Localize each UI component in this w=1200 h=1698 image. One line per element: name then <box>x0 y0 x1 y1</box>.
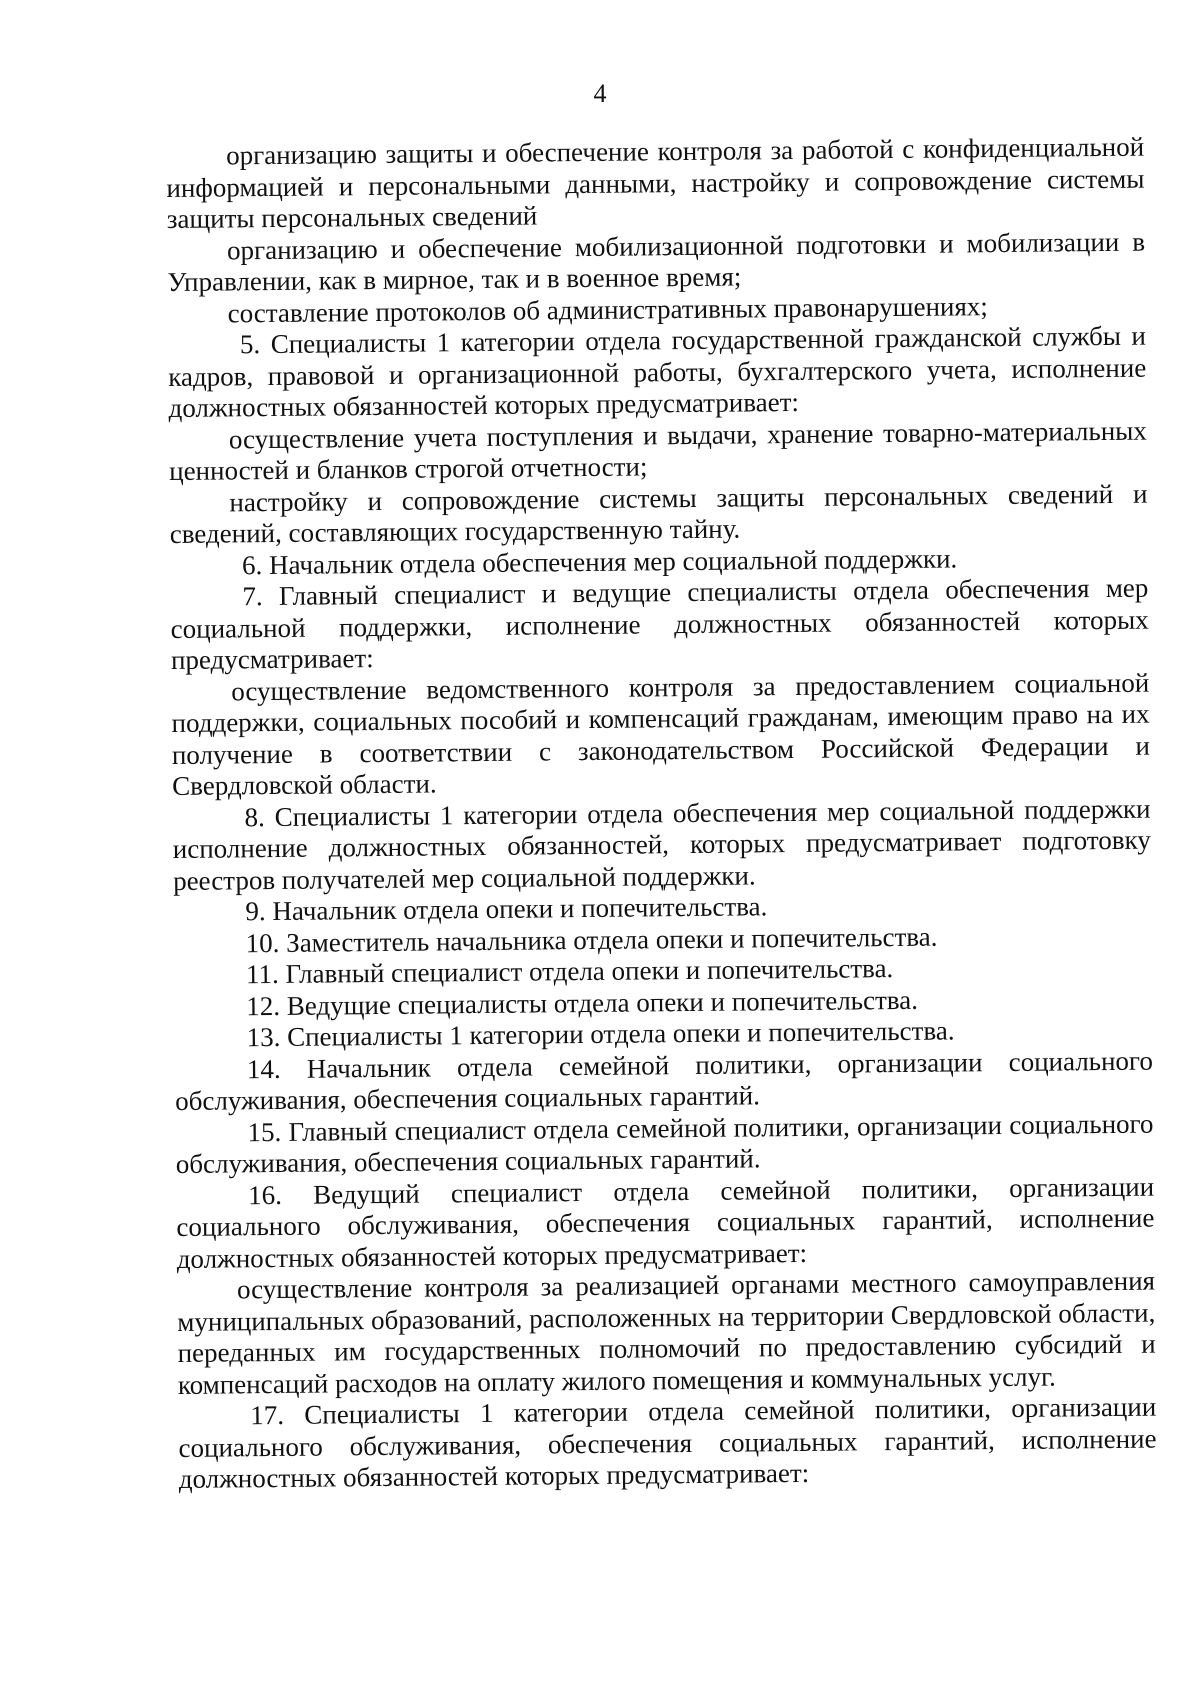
paragraph: осуществление контроля за реализацией органами местного самоуправления муниципальных образований, расположенных на территории Свердловской области, переданных им государственных полномочий по предоставлению субсидий и компенсаций расходов на оплату жилого помещения и коммунальных услуг. <box>177 1265 1156 1400</box>
list-item: 15. Главный специалист отдела семейной политики, организации социального обслуживания, обеспечения социальных гарантий. <box>175 1108 1154 1179</box>
paragraph: составление протоколов об административных правонарушениях; <box>227 290 988 328</box>
list-item: 13. Специалисты 1 категории отдела опеки и попечительства. <box>246 1015 955 1053</box>
paragraph: осуществление учета поступления и выдачи, хранение товарно-материальных ценностей и бланков строгой отчетности; <box>169 415 1147 486</box>
list-item: 7. Главный специалист и ведущие специалисты отдела обеспечения мер социальной поддержки, исполнение должностных обязанностей которых предусматривает: <box>170 572 1149 675</box>
paragraph: организацию защиты и обеспечение контроля за работой с конфиденциальной информацией и персональными данными, настройку и сопровождение системы защиты персональных сведений <box>166 131 1145 234</box>
paragraph: настройку и сопровождение системы защиты персональных сведений и сведений, составляющих государственную тайну. <box>169 478 1148 549</box>
list-item: 9. Начальник отдела опеки и попечительства. <box>245 891 768 927</box>
list-item: 10. Заместитель начальника отдела опеки и попечительства. <box>245 921 938 958</box>
document-body <box>166 132 1157 1496</box>
list-item: 8. Специалисты 1 категории отдела обеспечения мер социальной поддержки исполнение должностных обязанностей, которых предусматривает подготовку реестров получателей мер социальной поддержки. <box>172 793 1151 896</box>
paragraph: организацию и обеспечение мобилизационной подготовки и мобилизации в Управлении, как в мирное, так и в военное время; <box>167 226 1146 297</box>
list-item: 12. Ведущие специалисты отдела опеки и попечительства. <box>246 984 919 1021</box>
list-item: 5. Специалисты 1 категории отдела государственной гражданской службы и кадров, правовой и организационной работы, бухгалтерского учета, исполнение должностных обязанностей которых предусматривает: <box>168 320 1147 423</box>
list-item: 11. Главный специалист отдела опеки и попечительства. <box>245 953 894 990</box>
list-item: 17. Специалисты 1 категории отдела семейной политики, организации социального обслуживания, обеспечения социальных гарантий, исполнение должностных обязанностей которых предусматривает: <box>178 1391 1157 1494</box>
list-item: 16. Ведущий специалист отдела семейной политики, организации социального обслуживания, обеспечения социальных гарантий, исполнение должностных обязанностей которых предусматривает: <box>176 1171 1155 1274</box>
paragraph: осуществление ведомственного контроля за предоставлением социальной поддержки, социальных пособий и компенсаций гражданам, имеющим право на их получение в соответствии с законодательством Российской Федерации и Свердловской области. <box>171 667 1150 801</box>
page-number: 4 <box>593 79 607 108</box>
list-item: 6. Начальник отдела обеспечения мер социальной поддержки. <box>241 542 958 580</box>
list-item: 14. Начальник отдела семейной политики, организации социального обслуживания, обеспечения социальных гарантий. <box>175 1045 1154 1116</box>
